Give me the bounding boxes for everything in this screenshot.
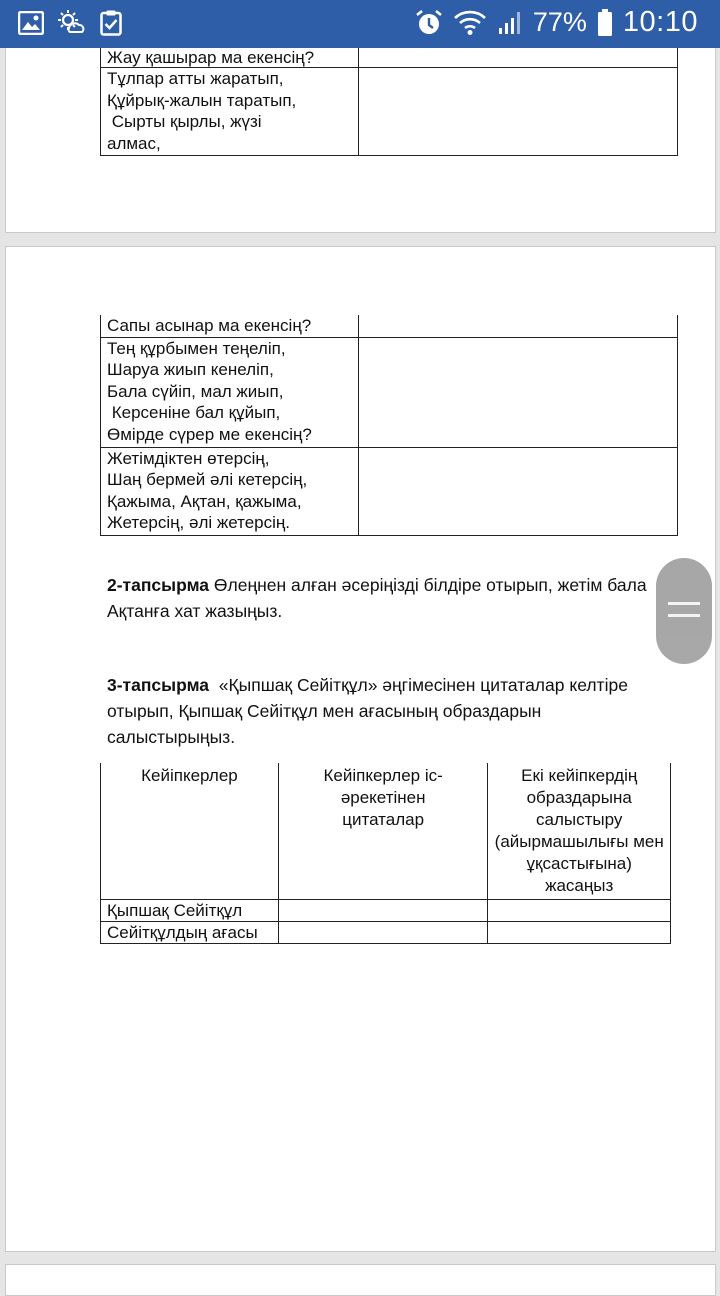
poem-table-2 bbox=[100, 315, 678, 536]
grip-line bbox=[668, 614, 700, 617]
table-row bbox=[101, 68, 678, 156]
battery-percent: 77% bbox=[532, 7, 587, 37]
character-name-cell: Сейітқұлдың ағасы bbox=[101, 922, 279, 944]
answer-cell[interactable] bbox=[278, 900, 488, 922]
battery-icon bbox=[597, 9, 613, 37]
answer-cell[interactable] bbox=[359, 68, 678, 156]
comparison-table bbox=[100, 763, 671, 944]
signal-icon bbox=[497, 10, 523, 36]
document-page-3 bbox=[5, 1264, 716, 1296]
character-name-cell: Қыпшақ Сейітқұл bbox=[101, 900, 279, 922]
header-characters: Кейіпкерлер bbox=[101, 763, 279, 900]
answer-cell[interactable] bbox=[278, 922, 488, 944]
scroll-handle[interactable] bbox=[656, 558, 712, 664]
poem-cell: Жетімдіктен өтерсің, Шаң бермей әлі кетерсің, Қажыма, Ақтан, қажыма, Жетерсің, әлі жетерсің. bbox=[101, 447, 359, 535]
header-quotes: Кейіпкерлер іс-әрекетінен цитаталар bbox=[278, 763, 488, 900]
document-page-2 bbox=[5, 246, 716, 1252]
task-3-label: 3-тапсырма bbox=[107, 675, 210, 695]
grip-line bbox=[668, 602, 700, 605]
task-2 bbox=[107, 572, 655, 624]
task-3-text: «Қыпшақ Сейітқұл» әңгімесінен цитаталар келтіре отырып, Қыпшақ Сейітқұл мен ағасының образдарын салыстырыңыз. bbox=[107, 675, 633, 747]
poem-cell: Сапы асынар ма екенсің? bbox=[101, 315, 359, 337]
table-header-row bbox=[101, 763, 671, 900]
answer-cell[interactable] bbox=[359, 447, 678, 535]
answer-cell[interactable] bbox=[488, 922, 671, 944]
answer-cell[interactable] bbox=[488, 900, 671, 922]
table-row bbox=[101, 48, 678, 68]
image-icon bbox=[18, 11, 44, 35]
document-page-1 bbox=[5, 48, 716, 233]
poem-cell: Жау қашырар ма екенсің? bbox=[101, 48, 359, 68]
wifi-icon bbox=[453, 10, 487, 36]
table-row bbox=[101, 337, 678, 447]
task-3 bbox=[107, 672, 657, 750]
table-row bbox=[101, 922, 671, 944]
task-2-label: 2-тапсырма bbox=[107, 575, 210, 595]
table-row bbox=[101, 315, 678, 337]
clock: 10:10 bbox=[622, 6, 698, 38]
clipboard-check-icon bbox=[100, 10, 122, 36]
answer-cell[interactable] bbox=[359, 315, 678, 337]
poem-table-1 bbox=[100, 48, 678, 156]
alarm-icon bbox=[415, 9, 443, 37]
table-row bbox=[101, 447, 678, 535]
weather-icon bbox=[58, 10, 86, 36]
status-bar bbox=[0, 0, 720, 48]
header-comparison: Екі кейіпкердің образдарына салыстыру (айырмашылығы мен ұқсастығына) жасаңыз bbox=[488, 763, 671, 900]
poem-cell: Тең құрбымен теңеліп, Шаруа жиып кенеліп, Бала сүйіп, мал жиып, Керсеніне бал құйып, Өмірде сүрер ме екенсің? bbox=[101, 337, 359, 447]
task-2-text: Өлеңнен алған әсеріңізді білдіре отырып, жетім бала Ақтанға хат жазыңыз. bbox=[107, 575, 647, 621]
poem-cell: Тұлпар атты жаратып, Құйрық-жалын таратып, Сырты қырлы, жүзі алмас, bbox=[101, 68, 359, 156]
answer-cell[interactable] bbox=[359, 48, 678, 68]
answer-cell[interactable] bbox=[359, 337, 678, 447]
table-row bbox=[101, 900, 671, 922]
